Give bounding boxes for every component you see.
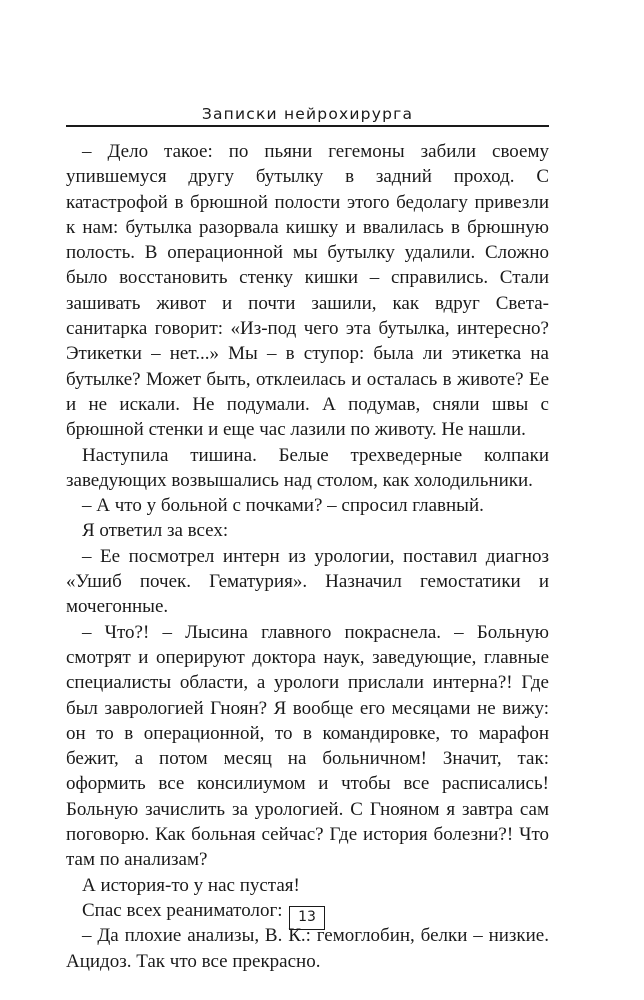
- paragraph: А история-то у нас пустая!: [82, 874, 300, 896]
- paragraph: Я ответил за всех:: [82, 520, 229, 542]
- header-rule: [66, 125, 549, 127]
- page-number: 13: [289, 906, 325, 930]
- paragraph: – Ее посмотрел интерн из урологии, поставил диагноз «Ушиб почек. Гематурия». Назначил гемостатики и мочегонные.: [66, 545, 549, 618]
- running-title: Записки нейрохирурга: [201, 105, 414, 123]
- paragraph: Наступила тишина. Белые трехведерные колпаки заведующих возвышались над столом, как холодильники.: [66, 444, 549, 491]
- paragraph: – Дело такое: по пьяни гегемоны забили своему упившемуся другу бутылку в задний проход. С катастрофой в брюшной полости этого бедолагу привезли к нам: бутылка разорвала кишку и ввалилась в брюшную полость. В операционной мы бутылку удалили. Сложно было восстановить стенку кишки – справились. Стали зашивать живот и почти зашили, как вдруг Света-санитарка говорит: «Из-под чего эта бутылка, интересно? Этикетки – нет...» Мы – в ступор: была ли этикетка на бутылке? Может быть, отклеилась и осталась в животе? Ее и не искали. Не подумали. А подумав, сняли швы с брюшной стенки и еще час лазили по животу. Не нашли.: [66, 141, 549, 441]
- body-text: [66, 139, 549, 974]
- paragraph: Спас всех реаниматолог:: [82, 899, 283, 921]
- paragraph: – А что у больной с почками? – спросил главный.: [82, 495, 484, 517]
- paragraph: – Что?! – Лысина главного покраснела. – Больную смотрят и оперируют доктора наук, заведующие, главные специалисты области, а урологи прислали интерна?! Где был заврологией Гноян? Я вообще его месяцами не вижу: он то в операционной, то в командировке, то марафон бежит, а потом месяц на больничном! Значит, так: оформить все консилиумом и чтобы все расписались! Больную зачислить за урологией. С Гнояном я завтра сам поговорю. Как больная сейчас? Где история болезни?! Что там по анализам?: [66, 621, 549, 871]
- paragraph: – Да плохие анализы, В. К.: гемоглобин, белки – низкие. Ацидоз. Так что все прекрасно.: [66, 925, 549, 972]
